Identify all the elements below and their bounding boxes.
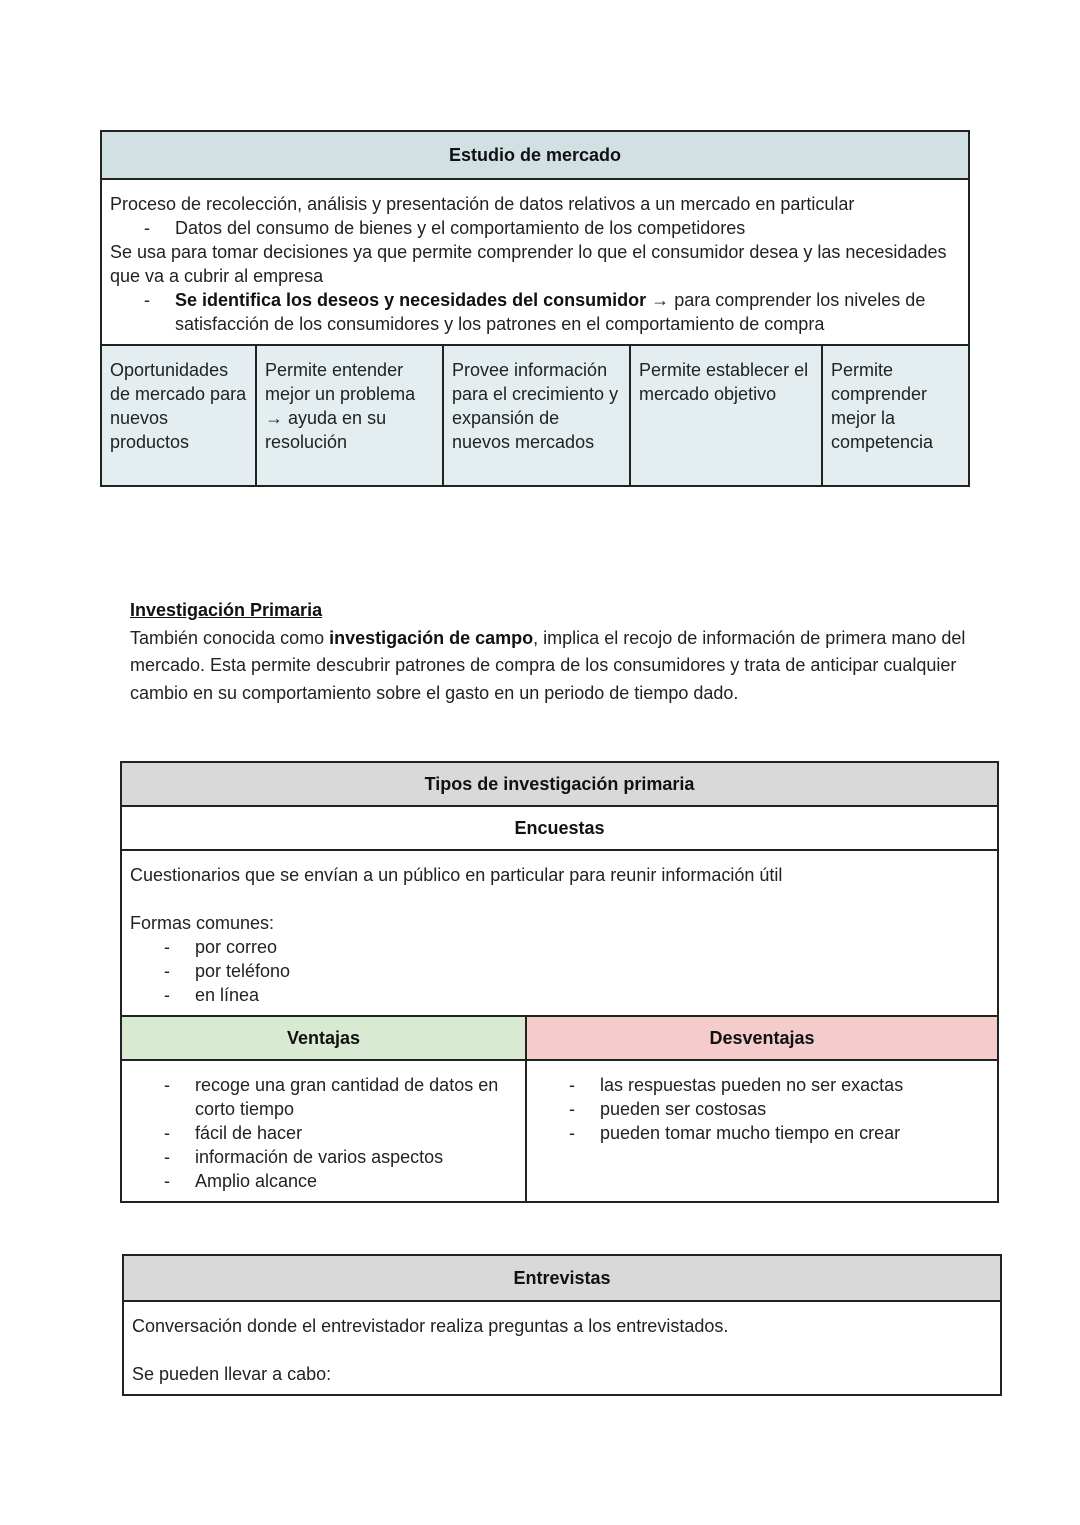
list-item: - Datos del consumo de bienes y el comportamiento de los competidores xyxy=(110,216,960,240)
formas-list xyxy=(130,935,989,1007)
list-item: - por teléfono xyxy=(130,959,989,983)
primaria-paragraph xyxy=(130,625,970,708)
benefit-cell: Permite entender mejor un problema → ayuda en su resolución xyxy=(256,345,443,486)
benefit-cell: Provee información para el crecimiento y expansión de nuevos mercados xyxy=(443,345,630,486)
estudio-sublist-2 xyxy=(110,288,960,336)
arrow-icon: → xyxy=(646,290,675,310)
entrevistas-description xyxy=(123,1301,1001,1395)
tipos-table xyxy=(120,761,999,1203)
estudio-table xyxy=(100,130,970,487)
primaria-intro-b: , implica el recojo de información de primera mano del mercado. Esta permite descubrir patrones de compra de los consumidores y trata de anticipar cualquier cambio en su comportamiento sobre el gasto en un periodo de tiempo dado. xyxy=(130,627,966,703)
tipos-title: Tipos de investigación primaria xyxy=(121,762,998,806)
estudio-sublist-1 xyxy=(110,216,960,240)
ventajas-title: Ventajas xyxy=(121,1016,526,1060)
primaria-heading: Investigación Primaria xyxy=(130,600,323,620)
ventajas-list xyxy=(130,1073,501,1193)
entrevistas-table xyxy=(122,1254,1002,1396)
benefit-cell: Permite comprender mejor la competencia xyxy=(822,345,969,486)
primaria-intro-bold: investigación de campo xyxy=(329,627,534,648)
formas-label: Formas comunes: xyxy=(130,913,275,933)
list-item: - pueden ser costosas xyxy=(535,1097,989,1121)
list-item: - por correo xyxy=(130,935,989,959)
list-item: - fácil de hacer xyxy=(130,1121,501,1145)
primaria-section xyxy=(130,597,970,707)
desventajas-list xyxy=(535,1073,989,1145)
entrevistas-desc: Conversación donde el entrevistador realiza preguntas a los entrevistados. xyxy=(132,1316,729,1336)
estudio-use: Se usa para tomar decisiones ya que permite comprender lo que el consumidor desea y las necesidades que va a cubrir al empresa xyxy=(110,242,947,286)
encuestas-title: Encuestas xyxy=(121,806,998,850)
encuestas-desc: Cuestionarios que se envían a un público en particular para reunir información útil xyxy=(130,865,783,885)
estudio-title: Estudio de mercado xyxy=(101,131,969,179)
primaria-intro-a: También conocida como xyxy=(130,627,330,648)
list-item: - en línea xyxy=(130,983,989,1007)
estudio-sub2-rest: para comprender los niveles de satisfacción de los consumidores y los patrones en el comportamiento de compra xyxy=(175,290,926,334)
estudio-description xyxy=(101,179,969,345)
entrevistas-title: Entrevistas xyxy=(123,1255,1001,1301)
list-item: - información de varios aspectos xyxy=(130,1145,501,1169)
estudio-sub2-bold: Se identifica los deseos y necesidades del consumidor xyxy=(175,290,647,310)
list-item xyxy=(110,288,960,336)
estudio-definition: Proceso de recolección, análisis y presentación de datos relativos a un mercado en particular xyxy=(110,194,855,214)
benefit-cell: Oportunidades de mercado para nuevos productos xyxy=(101,345,256,486)
desventajas-cell xyxy=(526,1060,998,1202)
list-item: - pueden tomar mucho tiempo en crear xyxy=(535,1121,989,1145)
entrevistas-se-pueden: Se pueden llevar a cabo: xyxy=(132,1364,332,1384)
list-item: - Amplio alcance xyxy=(130,1169,501,1193)
list-item: - las respuestas pueden no ser exactas xyxy=(535,1073,989,1097)
encuestas-description xyxy=(121,850,998,1016)
list-item: - recoge una gran cantidad de datos en corto tiempo xyxy=(130,1073,501,1121)
benefit-cell: Permite establecer el mercado objetivo xyxy=(630,345,822,486)
ventajas-cell xyxy=(121,1060,526,1202)
desventajas-title: Desventajas xyxy=(526,1016,998,1060)
